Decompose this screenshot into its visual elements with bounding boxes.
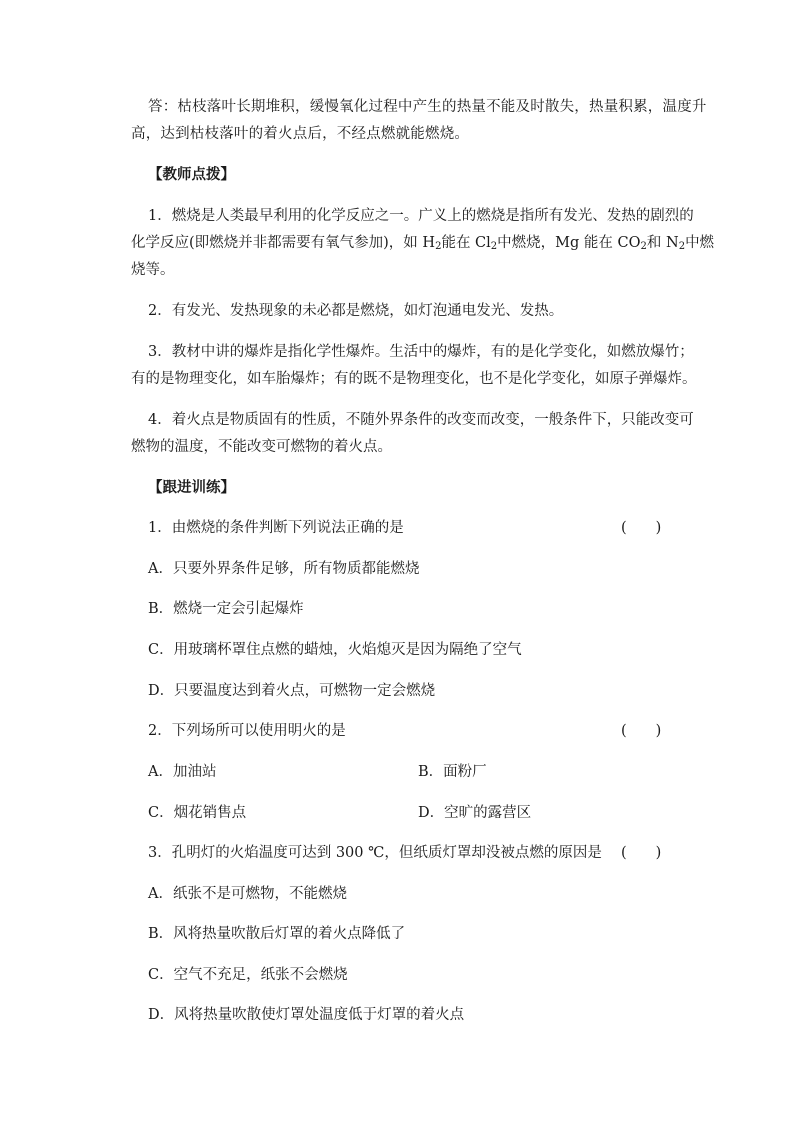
tip-4-line-1: 4．着火点是物质固有的性质，不随外界条件的改变而改变，一般条件下，只能改变可 (148, 412, 694, 428)
tip-1-line-3: 烧等。 (131, 262, 175, 278)
question-2-option-a: A．加油站 (148, 764, 217, 780)
question-2-stem: 2．下列场所可以使用明火的是 (148, 723, 346, 739)
question-1-option-a: A．只要外界条件足够，所有物质都能燃烧 (148, 561, 420, 577)
answer-line-1: 答：枯枝落叶长期堆积，缓慢氧化过程中产生的热量不能及时散失，热量积累，温度升 (148, 99, 707, 115)
tip-1-line-2: 化学反应(即燃烧并非都需要有氧气参加)，如 $H_2$能在 $Cl_2$中燃烧，Mg 能在 $CO_2$和 $N_2$中燃 (131, 235, 715, 252)
tip-4-line-2: 燃物的温度，不能改变可燃物的着火点。 (131, 439, 392, 455)
question-2-option-d: D．空旷的露营区 (418, 805, 532, 821)
question-3-option-a: A．纸张不是可燃物，不能燃烧 (148, 886, 347, 902)
question-1-answer-blank: ( ) (621, 520, 662, 536)
question-1-option-b: B．燃烧一定会引起爆炸 (148, 601, 304, 617)
question-1-option-d: D．只要温度达到着火点，可燃物一定会燃烧 (148, 683, 436, 699)
question-3-stem: 3．孔明灯的火焰温度可达到 300 ℃，但纸质灯罩却没被点燃的原因是 (148, 845, 602, 861)
question-1-option-c: C．用玻璃杯罩住点燃的蜡烛，火焰熄灭是因为隔绝了空气 (148, 642, 522, 658)
tip-3-line-1: 3．教材中讲的爆炸是指化学性爆炸。生活中的爆炸，有的是化学变化，如燃放爆竹； (148, 344, 694, 360)
question-3-option-d: D．风将热量吹散使灯罩处温度低于灯罩的着火点 (148, 1007, 465, 1023)
practice-heading: 【跟进训练】 (148, 480, 235, 496)
question-2-option-b: B．面粉厂 (418, 764, 487, 780)
question-3-option-c: C．空气不充足，纸张不会燃烧 (148, 967, 348, 983)
question-2-option-c: C．烟花销售点 (148, 805, 247, 821)
answer-line-2: 高，达到枯枝落叶的着火点后，不经点燃就能燃烧。 (131, 126, 470, 142)
teacher-tips-heading: 【教师点拨】 (148, 167, 235, 183)
question-3-option-b: B．风将热量吹散后灯罩的着火点降低了 (148, 926, 406, 942)
tip-1-line-1: 1．燃烧是人类最早利用的化学反应之一。广义上的燃烧是指所有发光、发热的剧烈的 (148, 208, 694, 224)
tip-3-line-2: 有的是物理变化，如车胎爆炸；有的既不是物理变化，也不是化学变化，如原子弹爆炸。 (131, 371, 697, 387)
question-3-answer-blank: ( ) (621, 845, 662, 861)
question-1-stem: 1．由燃烧的条件判断下列说法正确的是 (148, 520, 404, 536)
tip-2: 2．有发光、发热现象的未必都是燃烧，如灯泡通电发光、发热。 (148, 303, 564, 319)
question-2-answer-blank: ( ) (621, 723, 662, 739)
